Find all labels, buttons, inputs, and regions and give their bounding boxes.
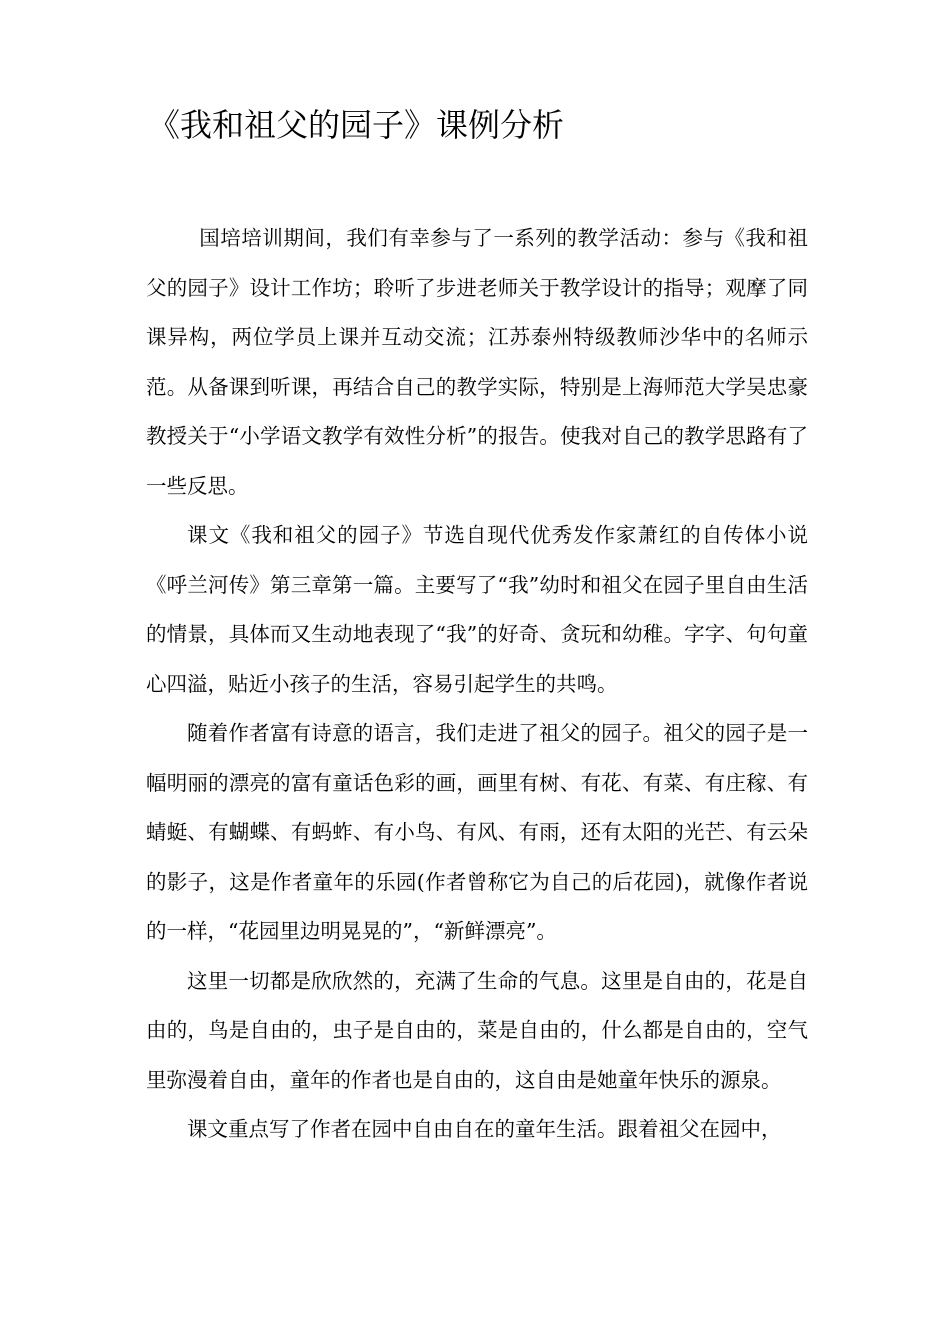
- paragraph-text-source: 课文《我和祖父的园子》节选自现代优秀发作家萧红的自传体小说《呼兰河传》第三章第一篇。主要写了“我”幼时和祖父在园子里自由生活的情景，具体而又生动地表现了“我”的好奇、贪玩和幼稚。字字、句句童心四溢，贴近小孩子的生活，容易引起学生的共鸣。: [146, 523, 808, 696]
- paragraph-intro: 国培培训期间，我们有幸参与了一系列的教学活动：参与《我和祖父的园子》设计工作坊；聆听了步进老师关于教学设计的指导；观摩了同课异构，两位学员上课并互动交流；江苏泰州特级教师沙华中的名师示范。从备课到听课，再结合自己的教学实际，特别是上海师范大学吴忠豪教授关于“小学语文教学有效性分析”的报告。使我对自己的教学思路有了一些反思。: [146, 226, 808, 498]
- paragraph-garden-description: 随着作者富有诗意的语言，我们走进了祖父的园子。祖父的园子是一幅明丽的漂亮的富有童话色彩的画，画里有树、有花、有菜、有庄稼、有蜻蜓、有蝴蝶、有蚂蚱、有小鸟、有风、有雨，还有太阳的光芒、有云朵的影子，这是作者童年的乐园(作者曾称它为自己的后花园)，就像作者说的一样，“花园里边明晃晃的”，“新鲜漂亮”。: [146, 721, 808, 943]
- paragraph-freedom: 这里一切都是欣欣然的，充满了生命的气息。这里是自由的，花是自由的，鸟是自由的，虫子是自由的，菜是自由的，什么都是自由的，空气里弥漫着自由，童年的作者也是自由的，这自由是她童年快乐的源泉。: [146, 968, 808, 1092]
- document-body: [146, 214, 808, 1155]
- document-title: 《我和祖父的园子》课例分析: [148, 106, 565, 144]
- paragraph-focus: 课文重点写了作者在园中自由自在的童年生活。跟着祖父在园中，: [187, 1117, 782, 1141]
